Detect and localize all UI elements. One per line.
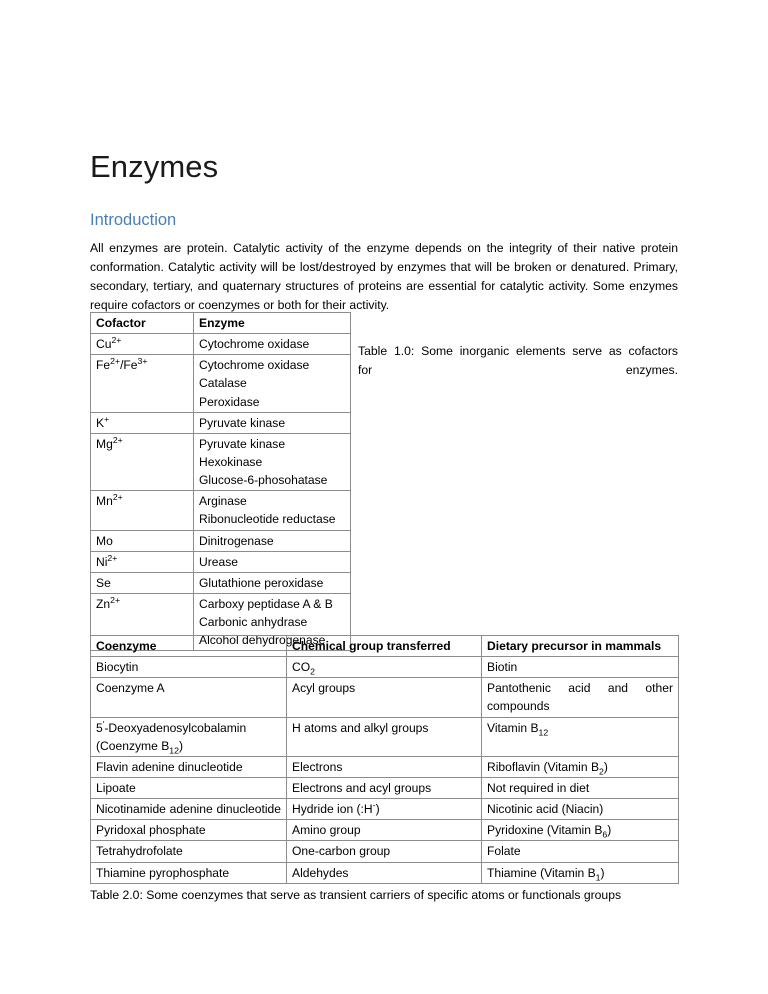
- cell-chemical-group: H atoms and alkyl groups: [287, 717, 482, 756]
- cell-dietary-precursor: Pyridoxine (Vitamin $B_6$): [482, 820, 679, 841]
- enzyme-name: Pyruvate kinase: [199, 415, 286, 430]
- cell-coenzyme: Nicotinamide adenine dinucleotide: [91, 799, 287, 820]
- table-row: [91, 862, 679, 883]
- table-row: [91, 657, 679, 678]
- cell-coenzyme: Tetrahydrofolate: [91, 841, 287, 862]
- table-cofactors: [90, 312, 351, 651]
- cell-cofactor: $Mn^{2+}$: [91, 491, 194, 530]
- column-header-dietary-precursor: Dietary precursor in mammals: [482, 636, 679, 657]
- cell-chemical-group: Acyl groups: [287, 678, 482, 717]
- intro-paragraph: All enzymes are protein. Catalytic activity of the enzyme depends on the integrity of their native protein conformation. Catalytic activity will be lost/destroyed by enzymes that will be broken or denatured. Primary, secondary, tertiary, and quaternary structures of proteins are essential for catalytic activity. Some enzymes require cofactors or coenzymes or both for their activity.: [90, 240, 678, 312]
- table-row: [91, 678, 679, 717]
- table-row: [91, 334, 351, 355]
- enzyme-name: Cytochrome oxidase: [199, 358, 310, 373]
- enzyme-name: Cytochrome oxidase: [199, 337, 310, 352]
- table1-block: [90, 312, 678, 651]
- column-header-cofactor: Cofactor: [91, 313, 194, 334]
- cell-chemical-group: One-carbon group: [287, 841, 482, 862]
- cell-cofactor: $Zn^{2+}$: [91, 593, 194, 650]
- enzyme-name: Carboxy peptidase A & B: [199, 596, 333, 611]
- table-coenzymes: [90, 635, 679, 884]
- cell-coenzyme: Lipoate: [91, 777, 287, 798]
- table-row: [91, 355, 351, 412]
- cell-enzyme: [194, 334, 351, 355]
- cell-dietary-precursor: Not required in diet: [482, 777, 679, 798]
- table-row: [91, 717, 679, 756]
- page-title: Enzymes: [90, 149, 219, 184]
- cell-cofactor: Se: [91, 572, 194, 593]
- table-row: [91, 433, 351, 490]
- cell-dietary-precursor: Vitamin $B_{12}$: [482, 717, 679, 756]
- table-row: [91, 412, 351, 433]
- column-header-chemical-group: Chemical group transferred: [287, 636, 482, 657]
- cell-enzyme: [194, 530, 351, 551]
- enzyme-name: Catalase: [199, 376, 247, 391]
- column-header-coenzyme: Coenzyme: [91, 636, 287, 657]
- enzyme-name: Alcohol dehydrogenase: [199, 633, 326, 648]
- enzyme-name: Ribonucleotide reductase: [199, 512, 336, 527]
- table2-caption: Table 2.0: Some coenzymes that serve as transient carriers of specific atoms or functionals groups: [90, 887, 622, 902]
- enzyme-name: Pyruvate kinase: [199, 436, 286, 451]
- cell-chemical-group: Hydride ion (:H-): [287, 799, 482, 820]
- cell-enzyme: [194, 551, 351, 572]
- table-row: [91, 551, 351, 572]
- cell-chemical-group: $CO_2$: [287, 657, 482, 678]
- cell-coenzyme: Flavin adenine dinucleotide: [91, 756, 287, 777]
- cell-dietary-precursor: Folate: [482, 841, 679, 862]
- cell-cofactor: Mo: [91, 530, 194, 551]
- cell-coenzyme: 5′-Deoxyadenosylcobalamin (Coenzyme $B_{12}$): [91, 717, 287, 756]
- enzyme-name: Dinitrogenase: [199, 533, 274, 548]
- table1-caption-line2-left: for: [358, 362, 373, 377]
- cell-dietary-precursor: Nicotinic acid (Niacin): [482, 799, 679, 820]
- cell-enzyme: [194, 433, 351, 490]
- enzyme-name: Glutathione peroxidase: [199, 575, 324, 590]
- table1-caption-line2-right: enzymes.: [625, 362, 678, 377]
- cell-enzyme: [194, 412, 351, 433]
- cell-dietary-precursor: Biotin: [482, 657, 679, 678]
- cell-coenzyme: Pyridoxal phosphate: [91, 820, 287, 841]
- column-header-enzyme: Enzyme: [194, 313, 351, 334]
- table-header-row: [91, 313, 351, 334]
- cell-dietary-precursor: Thiamine (Vitamin $B_1$): [482, 862, 679, 883]
- enzyme-name: Urease: [199, 554, 238, 569]
- cell-cofactor: $Mg^{2+}$: [91, 433, 194, 490]
- cell-coenzyme: Thiamine pyrophosphate: [91, 862, 287, 883]
- section-heading-introduction: Introduction: [90, 211, 177, 230]
- cell-enzyme: [194, 491, 351, 530]
- enzyme-name: Arginase: [199, 494, 247, 509]
- enzyme-name: Glucose-6-phosohatase: [199, 473, 328, 488]
- cell-enzyme: [194, 355, 351, 412]
- table1-caption: [358, 342, 678, 380]
- table1-caption-line1: Table 1.0: Some inorganic elements serve as cofactors: [358, 344, 678, 358]
- table-row: [91, 572, 351, 593]
- table-row: [91, 820, 679, 841]
- cell-cofactor: $Ni^{2+}$: [91, 551, 194, 572]
- table-row: [91, 756, 679, 777]
- cell-coenzyme: Biocytin: [91, 657, 287, 678]
- cell-dietary-precursor: Riboflavin (Vitamin $B_2$): [482, 756, 679, 777]
- table-row: [91, 530, 351, 551]
- table-row: [91, 841, 679, 862]
- cell-chemical-group: Aldehydes: [287, 862, 482, 883]
- table2-block: [90, 635, 678, 904]
- cell-dietary-precursor: Pantothenic acid and other compounds: [482, 678, 679, 717]
- cell-chemical-group: Amino group: [287, 820, 482, 841]
- cell-chemical-group: Electrons and acyl groups: [287, 777, 482, 798]
- enzyme-name: Peroxidase: [199, 394, 260, 409]
- table-cofactors-body: [91, 334, 351, 651]
- cell-cofactor: $Cu^{2+}$: [91, 334, 194, 355]
- table-row: [91, 777, 679, 798]
- enzyme-name: Carbonic anhydrase: [199, 615, 308, 630]
- table-coenzymes-body: [91, 657, 679, 884]
- cell-cofactor: $Fe^{2+}/Fe^{3+}$: [91, 355, 194, 412]
- table-row: [91, 799, 679, 820]
- table-row: [91, 491, 351, 530]
- cell-chemical-group: Electrons: [287, 756, 482, 777]
- cell-coenzyme: Coenzyme A: [91, 678, 287, 717]
- table-header-row: [91, 636, 679, 657]
- enzyme-name: Hexokinase: [199, 454, 263, 469]
- cell-enzyme: [194, 572, 351, 593]
- cell-cofactor: K+: [91, 412, 194, 433]
- document-body: [90, 0, 678, 315]
